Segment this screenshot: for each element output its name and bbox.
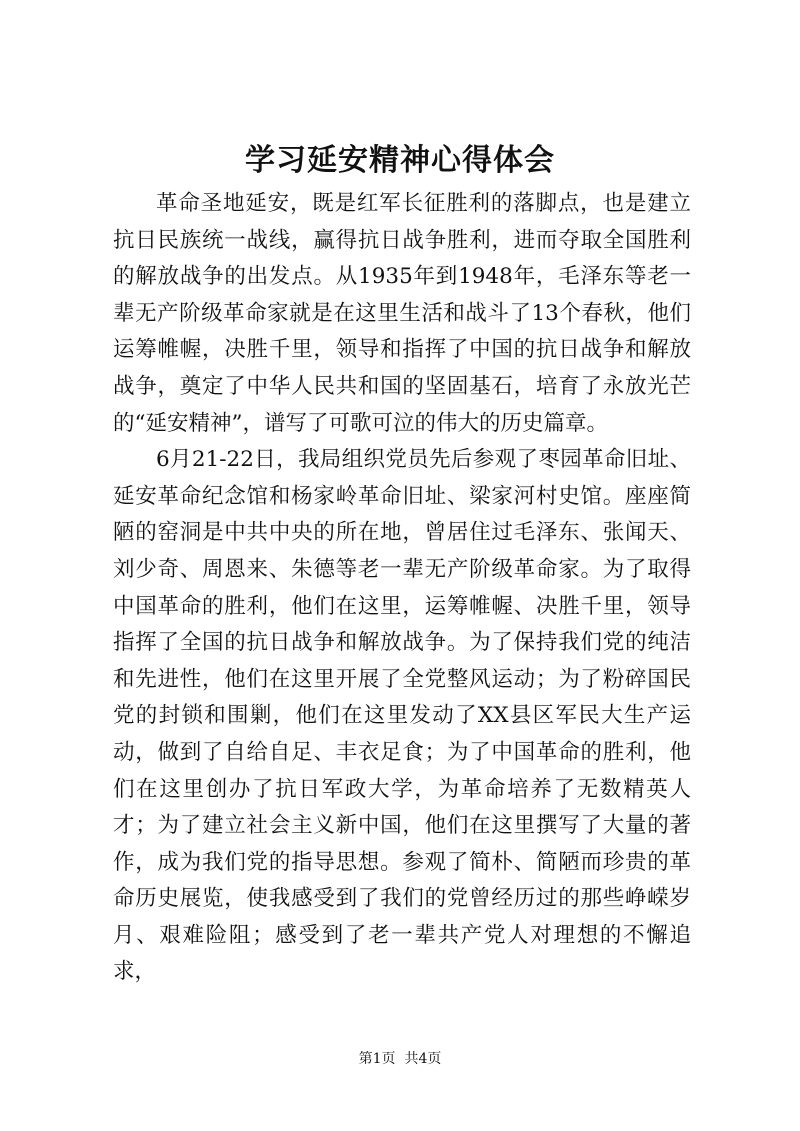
page-footer	[0, 1049, 800, 1069]
document-body	[113, 186, 691, 991]
paragraph-2: 6月21-22日，我局组织党员先后参观了枣园革命旧址、延安革命纪念馆和杨家岭革命旧址、梁家河村史馆。座座简陋的窑洞是中共中央的所在地，曾居住过毛泽东、张闻天、刘少奇、周恩来、朱德等老一辈无产阶级革命家。为了取得中国革命的胜利，他们在这里，运筹帷幄、决胜千里，领导指挥了全国的抗日战争和解放战争。为了保持我们党的纯洁和先进性，他们在这里开展了全党整风运动；为了粉碎国民党的封锁和围剿，他们在这里发动了XX县区军民大生产运动，做到了自给自足、丰衣足食；为了中国革命的胜利，他们在这里创办了抗日军政大学，为革命培养了无数精英人才；为了建立社会主义新中国，他们在这里撰写了大量的著作，成为我们党的指导思想。参观了简朴、简陋而珍贵的革命历史展览，使我感受到了我们的党曾经历过的那些峥嵘岁月、艰难险阻；感受到了老一辈共产党人对理想的不懈追求，	[113, 447, 691, 985]
document-title: 学习延安精神心得体会	[245, 143, 555, 178]
paragraph-1: 革命圣地延安，既是红军长征胜利的落脚点，也是建立抗日民族统一战线，赢得抗日战争胜利，进而夺取全国胜利的解放战争的出发点。从1935年到1948年，毛泽东等老一辈无产阶级革命家就是在这里生活和战斗了13个春秋，他们运筹帷幄，决胜千里，领导和指挥了中国的抗日战争和解放战争，奠定了中华人民共和国的坚固基石，培育了永放光芒的“延安精神”，谱写了可歌可泣的伟大的历史篇章。	[113, 191, 691, 436]
page-number-label: 第1页 共4页	[358, 1051, 442, 1067]
